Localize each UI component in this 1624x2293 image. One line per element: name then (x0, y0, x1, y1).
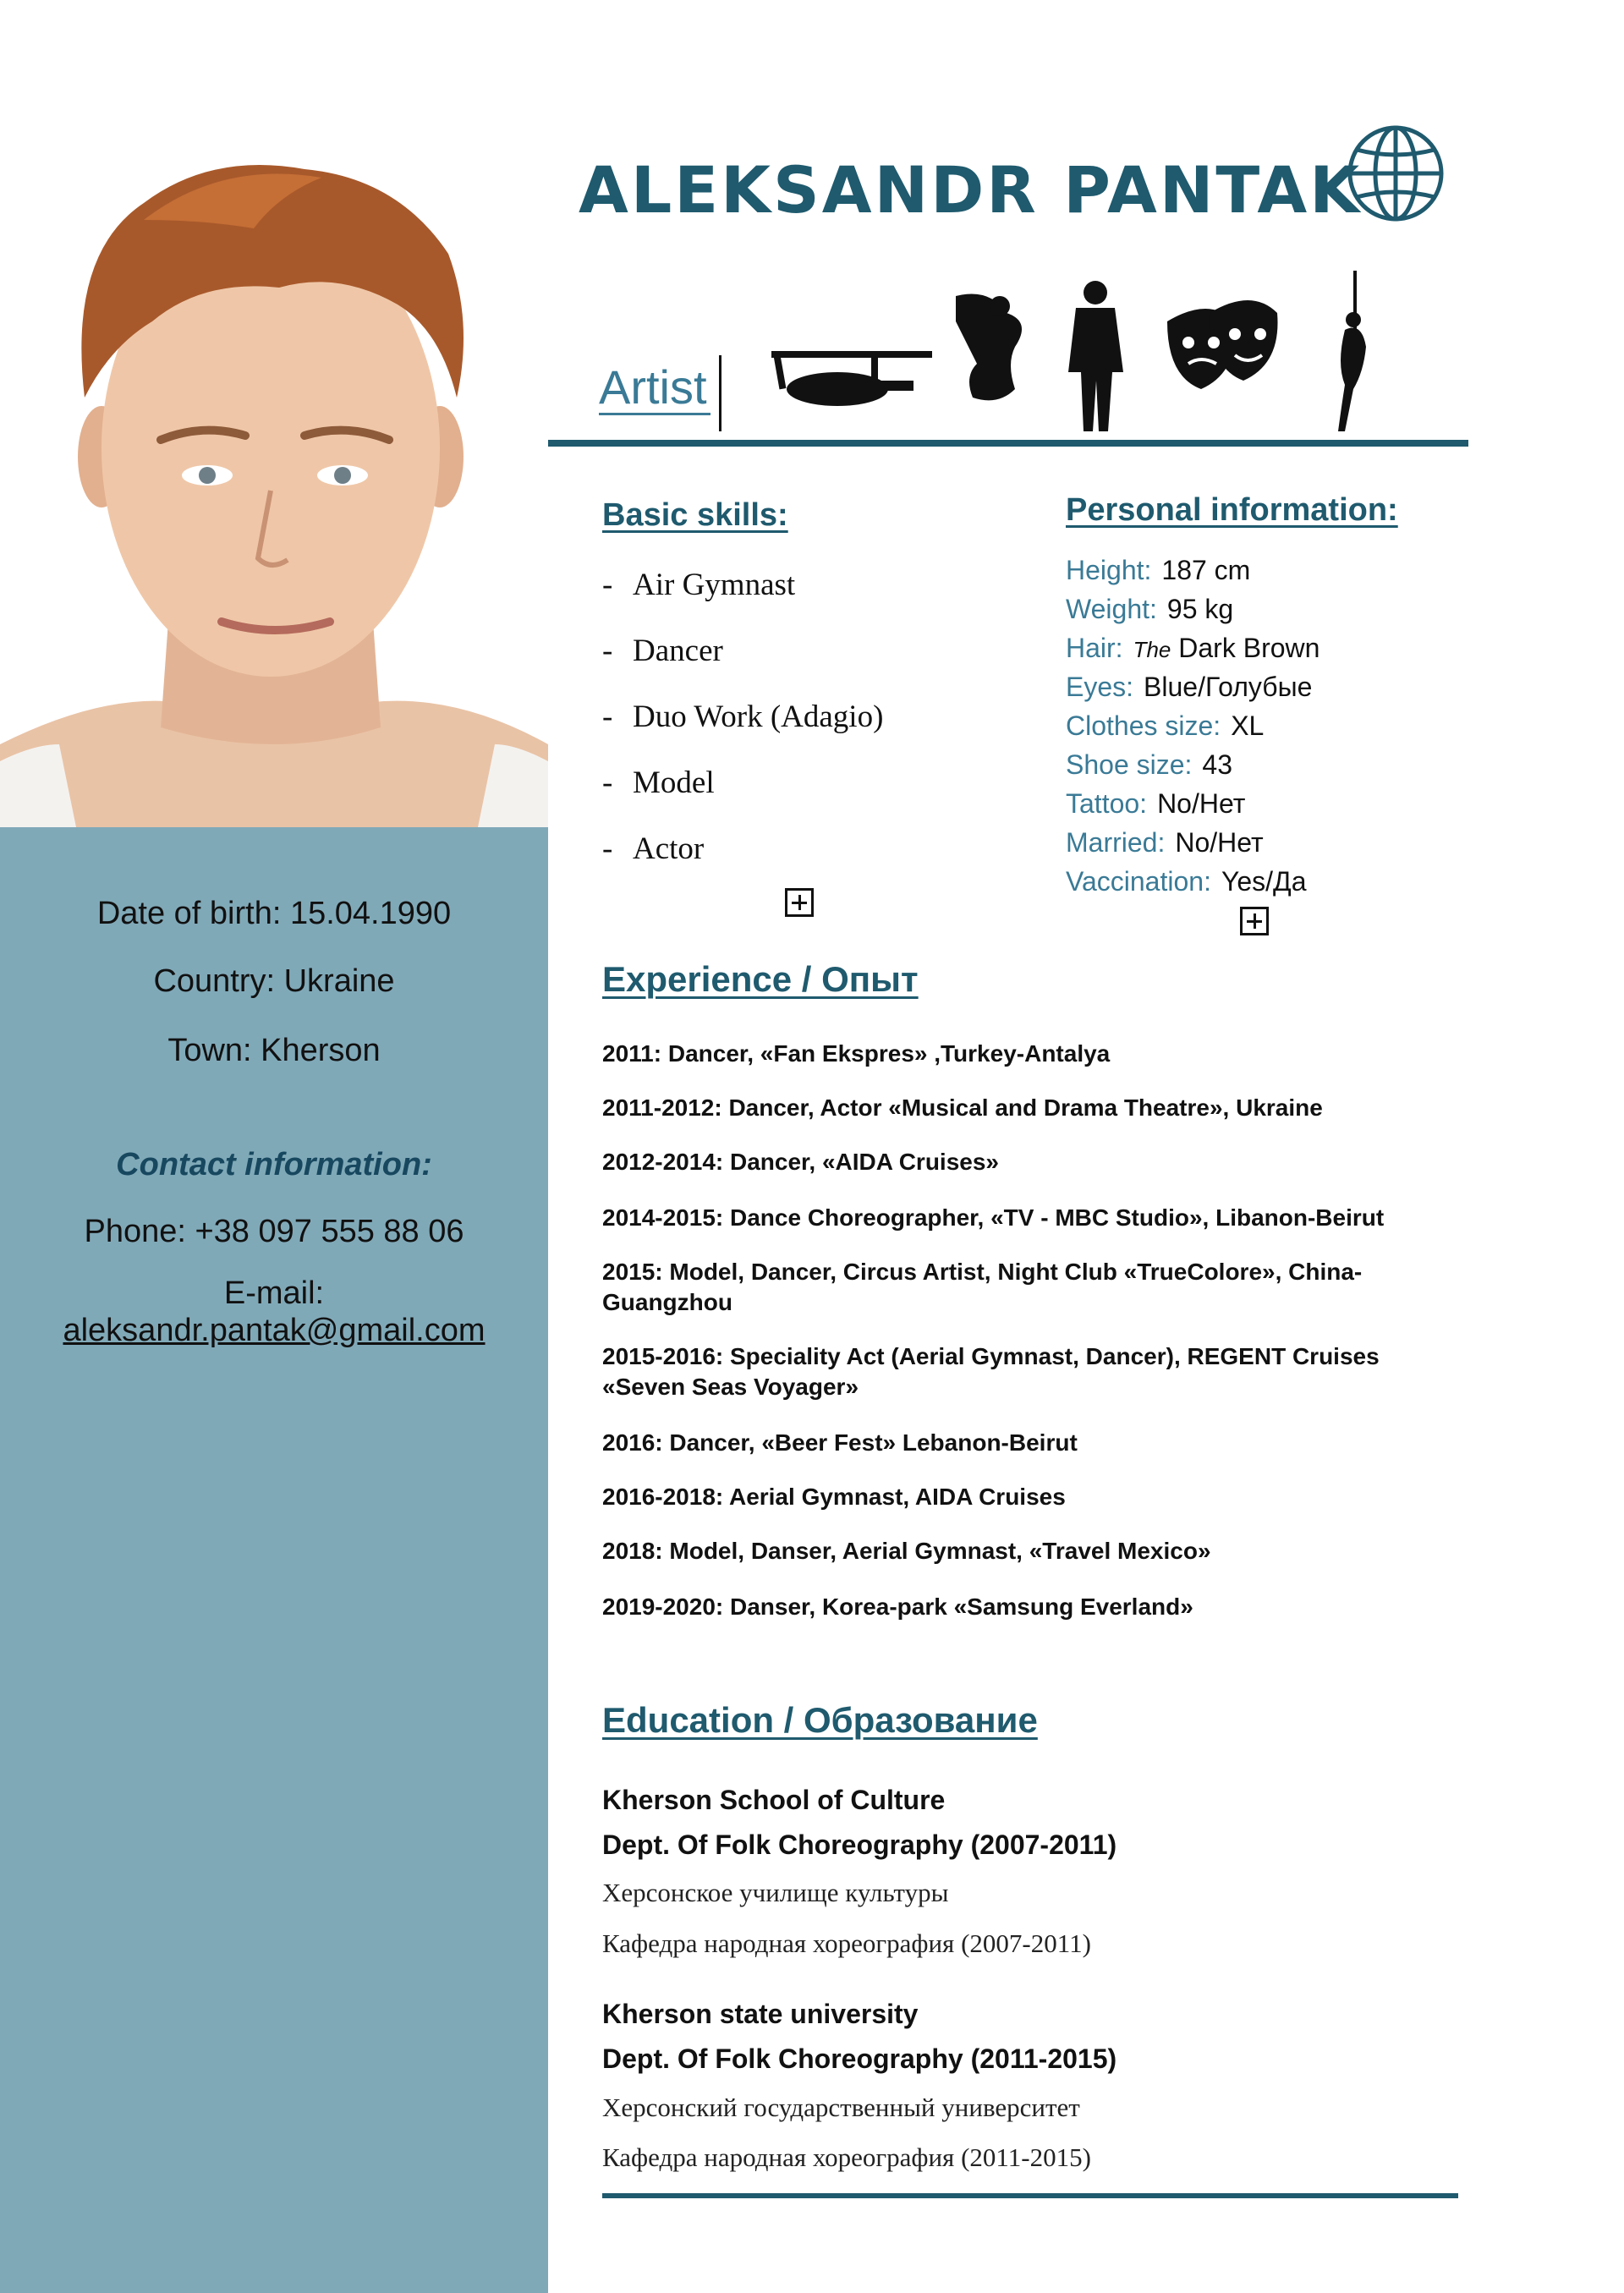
education-school: Kherson state university (602, 1999, 919, 2029)
education-school-ru: Херсонское училище культуры (602, 1878, 949, 1907)
height-row: Height: 187 cm (1066, 555, 1251, 585)
header-divider (548, 440, 1468, 447)
education-dept: Dept. Of Folk Choreography (2007-2011) (602, 1829, 1117, 1860)
education-dept-ru: Кафедра народная хореография (2007-2011) (602, 1928, 1091, 1958)
education-dept-ru: Кафедра народная хореография (2011-2015) (602, 2142, 1091, 2172)
role-label: Artist (599, 362, 710, 415)
skill-item: - Duo Work (Adagio) (602, 699, 884, 734)
silhouette-strip (761, 271, 1387, 444)
town: Town: Kherson (167, 1033, 381, 1068)
shoe-size-row: Shoe size: 43 (1066, 749, 1233, 780)
skills-heading: Basic skills: (602, 497, 788, 533)
skill-item: - Dancer (602, 634, 723, 668)
experience-item: 2015-2016: Speciality Act (Aerial Gymnast, Dancer), REGENT Cruises «Seven Seas Voyager» (602, 1343, 1380, 1400)
page-title: ALEKSANDR PANTAK (579, 152, 1363, 228)
skill-item: - Air Gymnast (602, 568, 796, 602)
email-link[interactable]: aleksandr.pantak@gmail.com (63, 1313, 486, 1348)
jumping-dancer-silhouette-icon (956, 294, 1022, 401)
email-label: E-mail: (223, 1275, 325, 1311)
eyes-row: Eyes: Blue/Голубые (1066, 672, 1313, 702)
experience-heading: Experience / Опыт (602, 959, 919, 999)
experience-item: 2012-2014: Dancer, «AIDA Cruises» (602, 1149, 999, 1175)
profile-photo (0, 0, 548, 827)
skill-item: - Actor (602, 831, 705, 866)
suited-man-silhouette-icon (1068, 281, 1123, 431)
skill-item: - Model (602, 765, 715, 800)
aerial-strap-silhouette-icon (771, 351, 932, 406)
education-dept: Dept. Of Folk Choreography (2011-2015) (602, 2043, 1117, 2074)
globe-icon (1345, 123, 1446, 228)
footer-divider (602, 2193, 1458, 2198)
theatre-masks-icon (1167, 300, 1278, 389)
contact-heading: Contact information: (116, 1147, 432, 1182)
vaccination-row: Vaccination: Yes/Да (1066, 866, 1307, 897)
clothes-size-row: Clothes size: XL (1066, 710, 1265, 741)
experience-item: 2018: Model, Danser, Aerial Gymnast, «Travel Mexico» (602, 1538, 1211, 1564)
personal-info-heading: Personal information: (1066, 492, 1398, 528)
tattoo-row: Tattoo: No/Нет (1066, 788, 1246, 819)
weight-row: Weight: 95 kg (1066, 594, 1234, 624)
text-caret (719, 355, 721, 431)
expand-skills-button[interactable] (785, 888, 814, 917)
experience-item: 2011: Dancer, «Fan Ekspres» ,Turkey-Antalya (602, 1040, 1111, 1067)
education-school-ru: Херсонский государственный университет (602, 2093, 1080, 2122)
experience-item: 2016-2018: Aerial Gymnast, AIDA Cruises (602, 1484, 1066, 1510)
experience-item: 2014-2015: Dance Choreographer, «TV - MBC Studio», Libanon-Beirut (602, 1204, 1385, 1231)
date-of-birth: Date of birth: 15.04.1990 (96, 896, 452, 931)
hair-row: Hair: The Dark Brown (1066, 633, 1320, 663)
experience-item: 2011-2012: Dancer, Actor «Musical and Drama Theatre», Ukraine (602, 1094, 1323, 1121)
experience-item: 2015: Model, Dancer, Circus Artist, Night Club «TrueColore», China-Guangzhou (602, 1259, 1363, 1315)
expand-personal-button[interactable] (1240, 907, 1269, 935)
married-row: Married: No/Нет (1066, 827, 1264, 858)
country: Country: Ukraine (153, 963, 395, 999)
education-heading: Education / Образование (602, 1700, 1038, 1740)
experience-item: 2019-2020: Danser, Korea-park «Samsung Everland» (602, 1594, 1193, 1620)
experience-item: 2016: Dancer, «Beer Fest» Lebanon-Beirut (602, 1429, 1078, 1456)
aerial-acrobat-silhouette-icon (1338, 271, 1366, 431)
education-school: Kherson School of Culture (602, 1785, 946, 1815)
phone: Phone: +38 097 555 88 06 (84, 1214, 464, 1249)
